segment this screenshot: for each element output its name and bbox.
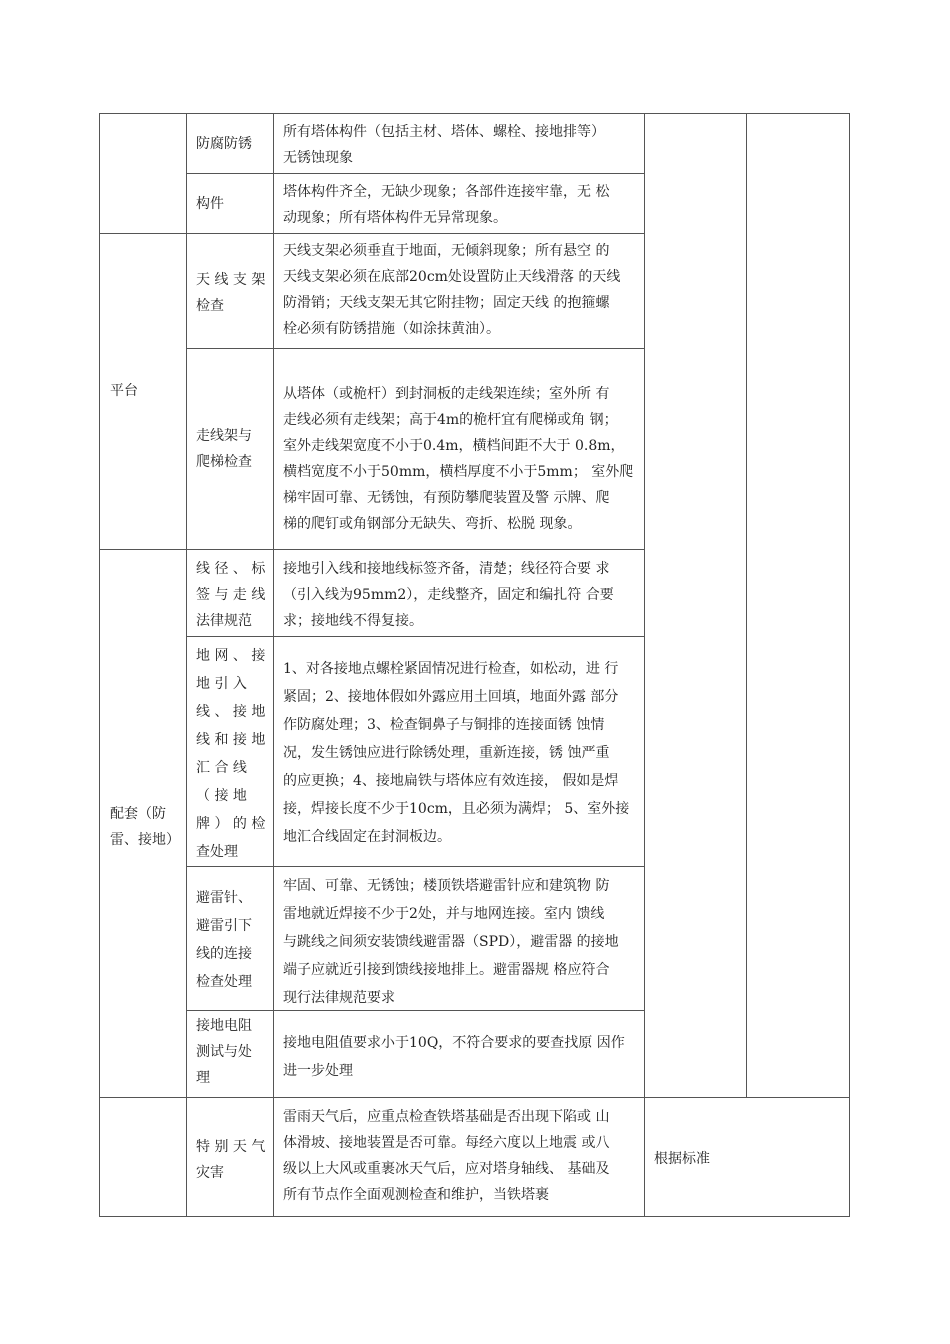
item-label: 签 与 走 线 bbox=[196, 587, 266, 603]
content-line: 天线支架必须垂直于地面，无倾斜现象；所有悬空 的 bbox=[283, 243, 610, 259]
content-line: 所有塔体构件（包括主材、塔体、螺栓、接地排等） bbox=[283, 124, 605, 140]
item-label: 查处理 bbox=[196, 844, 238, 860]
content-line: 横档宽度不小于50mm，横档厚度不小于5mm； 室外爬 bbox=[283, 464, 634, 480]
item-label: 法律规范 bbox=[196, 613, 252, 629]
content-line: 牢固、可靠、无锈蚀；楼顶铁塔避雷针应和建筑物 防 bbox=[283, 878, 610, 894]
item-label: 防腐防锈 bbox=[196, 136, 252, 152]
content-line: 雷雨天气后，应重点检查铁塔基础是否出现下陷或 山 bbox=[283, 1109, 610, 1125]
content-line: 防滑销；天线支架无其它附挂物；固定天线 的抱箍螺 bbox=[283, 295, 610, 311]
content-line: 室外走线架宽度不小于0.4m，横档间距不大于 0.8m， bbox=[283, 438, 625, 454]
content-line: 作防腐处理；3、检查铜鼻子与铜排的连接面锈 蚀情 bbox=[283, 717, 605, 733]
content-line: 进一步处理 bbox=[283, 1063, 353, 1079]
item-label: 接地电阻 bbox=[196, 1018, 252, 1034]
content-line: 接，焊接长度不少于10cm，且必须为满焊； 5、室外接 bbox=[283, 801, 630, 817]
content-line: 无锈蚀现象 bbox=[283, 150, 353, 166]
content-line: 栓必须有防锈措施（如涂抹黄油）。 bbox=[283, 321, 500, 337]
item-label: 线 、 接 地 bbox=[196, 704, 266, 720]
item-label: 汇 合 线 bbox=[196, 760, 247, 776]
content-line: 从塔体（或桅杆）到封洞板的走线架连续；室外所 有 bbox=[283, 386, 610, 402]
content-line: 梯牢固可靠、无锈蚀，有预防攀爬装置及警 示牌、爬 bbox=[283, 490, 610, 506]
content-line: 现行法律规范要求 bbox=[283, 990, 395, 1006]
item-label: 牌 ） 的 检 bbox=[196, 816, 266, 832]
item-label: 线的连接 bbox=[196, 946, 252, 962]
item-label: 线 径 、 标 bbox=[196, 561, 266, 577]
content-line: 动现象；所有塔体构件无异常现象。 bbox=[283, 210, 507, 226]
content-line: 走线必须有走线架；高于4m的桅杆宜有爬梯或角 钢； bbox=[283, 412, 618, 428]
item-label: 构件 bbox=[196, 196, 224, 212]
item-label: （ 接 地 bbox=[196, 788, 247, 804]
content-line: 雷地就近焊接不少于2处，并与地网连接。室内 馈线 bbox=[283, 906, 605, 922]
content-line: 求；接地线不得复接。 bbox=[283, 613, 423, 629]
content-line: 天线支架必须在底部20cm处设置防止天线滑落 的天线 bbox=[283, 269, 621, 285]
item-label: 测试与处 bbox=[196, 1044, 252, 1060]
content-line: 所有节点作全面观测检查和维护，当铁塔裹 bbox=[283, 1187, 549, 1203]
note-text: 根据标准 bbox=[654, 1151, 710, 1167]
item-label: 避雷针、 bbox=[196, 890, 252, 906]
item-label: 爬梯检查 bbox=[196, 454, 252, 470]
content-line: 与跳线之间须安装馈线避雷器（SPD），避雷器 的接地 bbox=[283, 934, 619, 950]
item-label: 检查 bbox=[196, 298, 224, 314]
content-line: 接地电阻值要求小于10Q，不符合要求的要查找原 因作 bbox=[283, 1035, 625, 1051]
item-label: 线 和 接 地 bbox=[196, 732, 266, 748]
content-line: 紧固；2、接地体假如外露应用土回填，地面外露 部分 bbox=[283, 689, 619, 705]
item-label: 地 引 入 bbox=[196, 676, 247, 692]
content-line: 况，发生锈蚀应进行除锈处理，重新连接，锈 蚀严重 bbox=[283, 745, 610, 761]
item-label: 地 网 、 接 bbox=[196, 648, 266, 664]
category-label-line2: 雷、接地） bbox=[110, 832, 180, 848]
content-line: （引入线为95mm2），走线整齐，固定和编扎符 合要 bbox=[283, 587, 614, 603]
item-label: 灾害 bbox=[196, 1165, 224, 1181]
item-label: 走线架与 bbox=[196, 428, 252, 444]
content-line: 体滑坡、接地装置是否可靠。每经六度以上地震 或八 bbox=[283, 1135, 610, 1151]
content-line: 塔体构件齐全，无缺少现象；各部件连接牢靠，无 松 bbox=[283, 184, 610, 200]
item-label: 天 线 支 架 bbox=[196, 272, 266, 288]
content-line: 级以上大风或重裹冰天气后，应对塔身轴线、 基础及 bbox=[283, 1161, 610, 1177]
content-line: 端子应就近引接到馈线接地排上。避雷器规 格应符合 bbox=[283, 962, 610, 978]
content-line: 的应更换；4、接地扁铁与塔体应有效连接， 假如是焊 bbox=[283, 773, 619, 789]
item-label: 检查处理 bbox=[196, 974, 252, 990]
content-line: 1、对各接地点螺栓紧固情况进行检查，如松动，进 行 bbox=[283, 661, 619, 677]
category-label-line1: 配套（防 bbox=[110, 806, 166, 822]
content-line: 接地引入线和接地线标签齐备，清楚；线径符合要 求 bbox=[283, 561, 610, 577]
item-label: 特 别 天 气 bbox=[196, 1139, 266, 1155]
category-label: 平台 bbox=[110, 383, 138, 399]
item-label: 理 bbox=[196, 1070, 210, 1086]
item-label: 避雷引下 bbox=[196, 918, 252, 934]
content-line: 梯的爬钉或角钢部分无缺失、弯折、松脱 现象。 bbox=[283, 516, 582, 532]
content-line: 地汇合线固定在封洞板边。 bbox=[283, 829, 451, 845]
